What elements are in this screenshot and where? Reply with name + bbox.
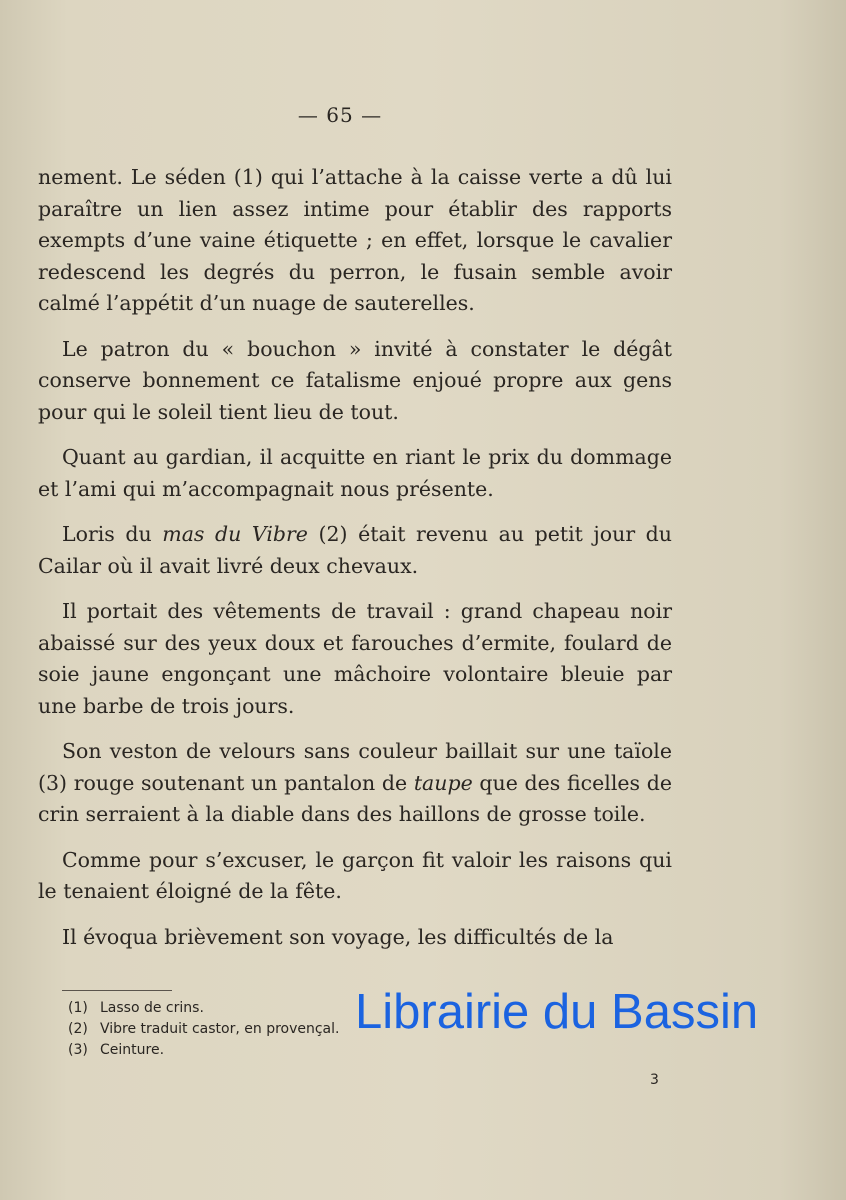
paragraph: [38, 845, 672, 908]
text-run: Il évoqua brièvement son voyage, les difficultés de la: [62, 924, 614, 949]
italic-term: mas du Vibre: [162, 522, 308, 546]
footnote-number: (3): [68, 1042, 88, 1058]
text-run: Loris du: [62, 522, 163, 546]
text-run: Comme pour s’excuser, le garçon fit valoir les raisons qui le tenaient éloigné de la fête.: [38, 847, 672, 903]
footnote-text: Vibre traduit castor, en provençal.: [100, 1021, 340, 1037]
text-run: nement. Le séden (1) qui l’attache à la caisse verte a dû lui paraître un lien assez intime pour établir des rapports exempts d’une vaine étiquette ; en effet, lorsque le cavalier redescend les degrés du perron, le fusain semble avoir calmé l’appétit d’un nuage de sauterelles.: [38, 165, 672, 315]
text-run: Quant au gardian, il acquitte en riant le prix du dommage et l’ami qui m’accompagnait nous présente.: [38, 445, 672, 501]
sheet-number: 3: [650, 1072, 659, 1088]
paragraph: [38, 334, 672, 429]
paragraph: [38, 736, 672, 831]
body-text: [38, 162, 672, 967]
paragraph: [38, 162, 672, 320]
paragraph: [38, 922, 672, 954]
paragraph: [38, 519, 672, 582]
footnote-text: Ceinture.: [100, 1042, 165, 1058]
text-run: que des ficelles de crin serraient à la diable dans des haillons de grosse toile.: [38, 770, 673, 826]
italic-term: taupe: [413, 770, 473, 795]
watermark: Librairie du Bassin: [355, 985, 759, 1039]
footnote-number: (2): [68, 1021, 88, 1037]
text-run: (2) était revenu au petit jour du Cailar où il avait livré deux chevaux.: [38, 522, 672, 578]
paragraph: [38, 442, 672, 505]
page-number: — 65 —: [297, 103, 383, 127]
footnote-divider: [62, 990, 172, 991]
text-run: Il portait des vêtements de travail : grand chapeau noir abaissé sur des yeux doux et farouches d’ermite, foulard de soie jaune engonçant une mâchoire volontaire bleuie par une barbe de trois jours.: [38, 599, 672, 718]
text-run: Le patron du « bouchon » invité à constater le dégât conserve bonnement ce fatalisme enjoué propre aux gens pour qui le soleil tient lieu de tout.: [38, 336, 672, 424]
footnote-text: Lasso de crins.: [100, 1000, 204, 1016]
footnote: [68, 1040, 488, 1061]
paragraph: [38, 596, 672, 722]
footnote-number: (1): [68, 1000, 88, 1016]
text-run: Son veston de velours sans couleur baillait sur une taïole (3) rouge soutenant un pantalon de: [38, 739, 672, 795]
